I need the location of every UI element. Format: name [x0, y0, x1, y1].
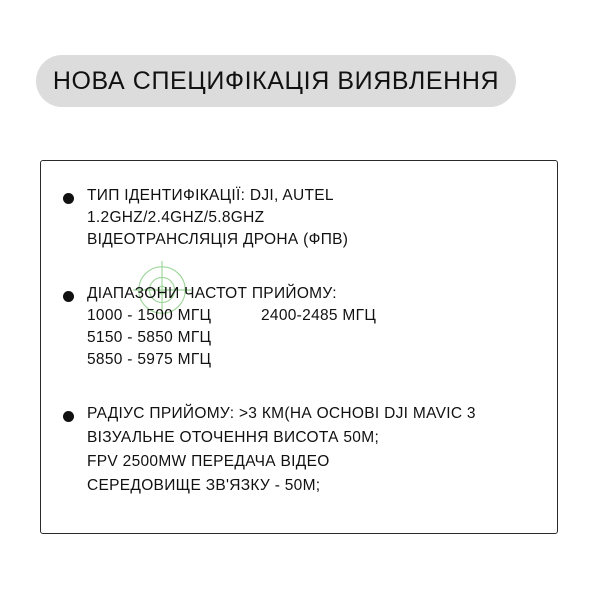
page-title: НОВА СПЕЦИФІКАЦІЯ ВИЯВЛЕННЯ — [52, 66, 500, 95]
spec-line: ТИП ІДЕНТИФІКАЦІЇ: DJI, AUTEL — [87, 187, 334, 204]
spec-line: 1.2GHZ/2.4GHZ/5.8GHZ — [87, 209, 265, 226]
spec-line: ВІДЕОТРАНСЛЯЦІЯ ДРОНА (ФПВ) — [87, 231, 349, 248]
spec-line: СЕРЕДОВИЩЕ ЗВ'ЯЗКУ - 50М; — [87, 477, 321, 494]
bullet-icon — [63, 411, 74, 422]
spec-line: ДІАПАЗОНИ ЧАСТОТ ПРИЙОМУ: — [87, 285, 337, 302]
bullet-icon — [63, 291, 74, 302]
spec-card — [40, 160, 558, 534]
bullet-icon — [63, 193, 74, 204]
frequency-range: 1000 - 1500 МГЦ — [87, 307, 212, 324]
spec-line: РАДІУС ПРИЙОМУ: >3 КМ(НА ОСНОВІ DJI MAVIC 3 — [87, 405, 476, 422]
frequency-range: 5850 - 5975 МГЦ — [87, 351, 212, 368]
frequency-range: 5150 - 5850 МГЦ — [87, 329, 212, 346]
title-pill — [36, 55, 516, 107]
spec-line: ВІЗУАЛЬНЕ ОТОЧЕННЯ ВИСОТА 50М; — [87, 429, 380, 446]
spec-line: FPV 2500MW ПЕРЕДАЧА ВІДЕО — [87, 453, 330, 470]
frequency-range: 2400-2485 МГЦ — [261, 307, 377, 324]
